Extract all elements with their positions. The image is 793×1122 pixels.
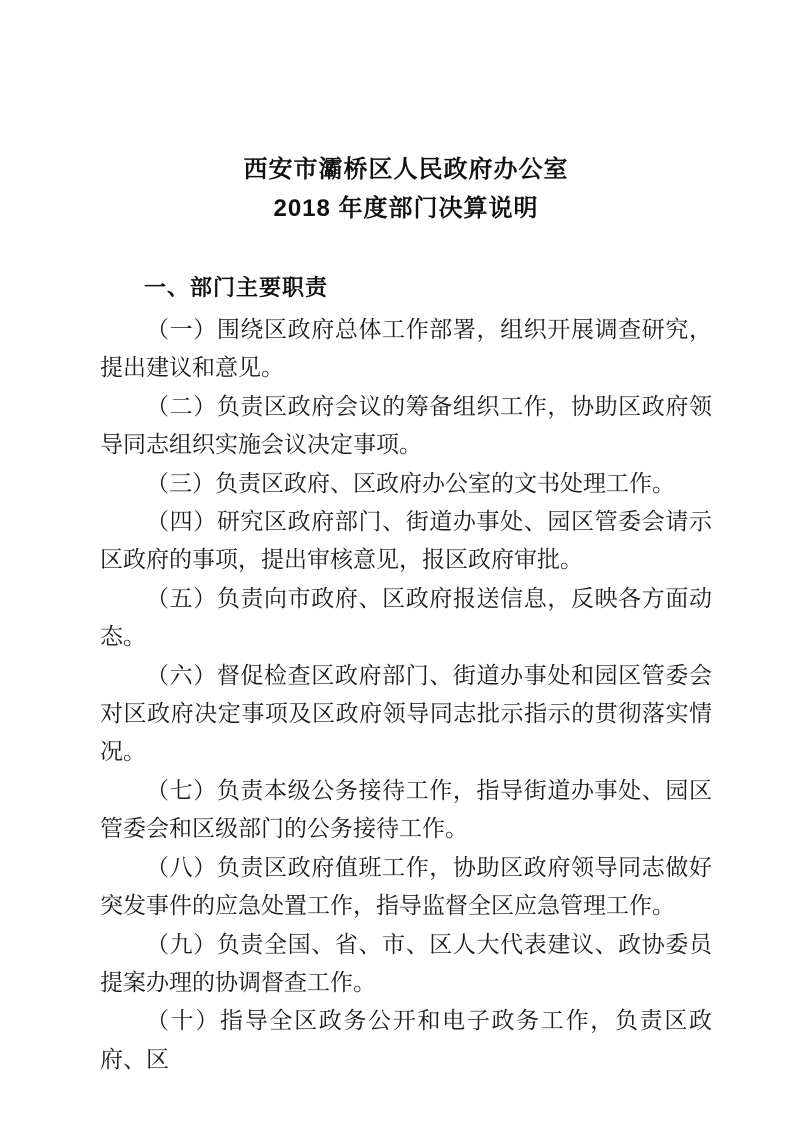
document-title-line2: 2018 年度部门决算说明 [273,195,539,222]
paragraph-4: （四）研究区政府部门、街道办事处、园区管委会请示区政府的事项，提出审核意见，报区政府审批。 [100,509,712,573]
paragraph-2: （二）负责区政府会议的筹备组织工作，协助区政府领导同志组织实施会议决定事项。 [100,393,712,458]
document-title-line1: 西安市灞桥区人民政府办公室 [243,156,569,183]
section-heading: 一、部门主要职责 [144,275,329,300]
paragraph-7: （七）负责本级公务接待工作，指导街道办事处、园区管委会和区级部门的公务接待工作。 [100,777,712,842]
paragraph-1: （一）围绕区政府总体工作部署，组织开展调查研究，提出建议和意见。 [100,317,712,381]
paragraph-8: （八）负责区政府值班工作，协助区政府领导同志做好突发事件的应急处置工作，指导监督全区应急管理工作。 [100,854,712,919]
paragraph-6: （六）督促检查区政府部门、街道办事处和园区管委会对区政府决定事项及区政府领导同志批示指示的贯彻落实情况。 [100,662,712,765]
paragraph-9: （九）负责全国、省、市、区人大代表建议、政协委员提案办理的协调督查工作。 [100,931,712,995]
paragraph-10: （十）指导全区政务公开和电子政务工作，负责区政府、区 [100,1008,712,1072]
document-body [100,311,712,1079]
paragraph-3: （三）负责区政府、区政府办公室的文书处理工作。 [146,470,675,496]
paragraph-5: （五）负责向市政府、区政府报送信息，反映各方面动态。 [100,585,712,650]
